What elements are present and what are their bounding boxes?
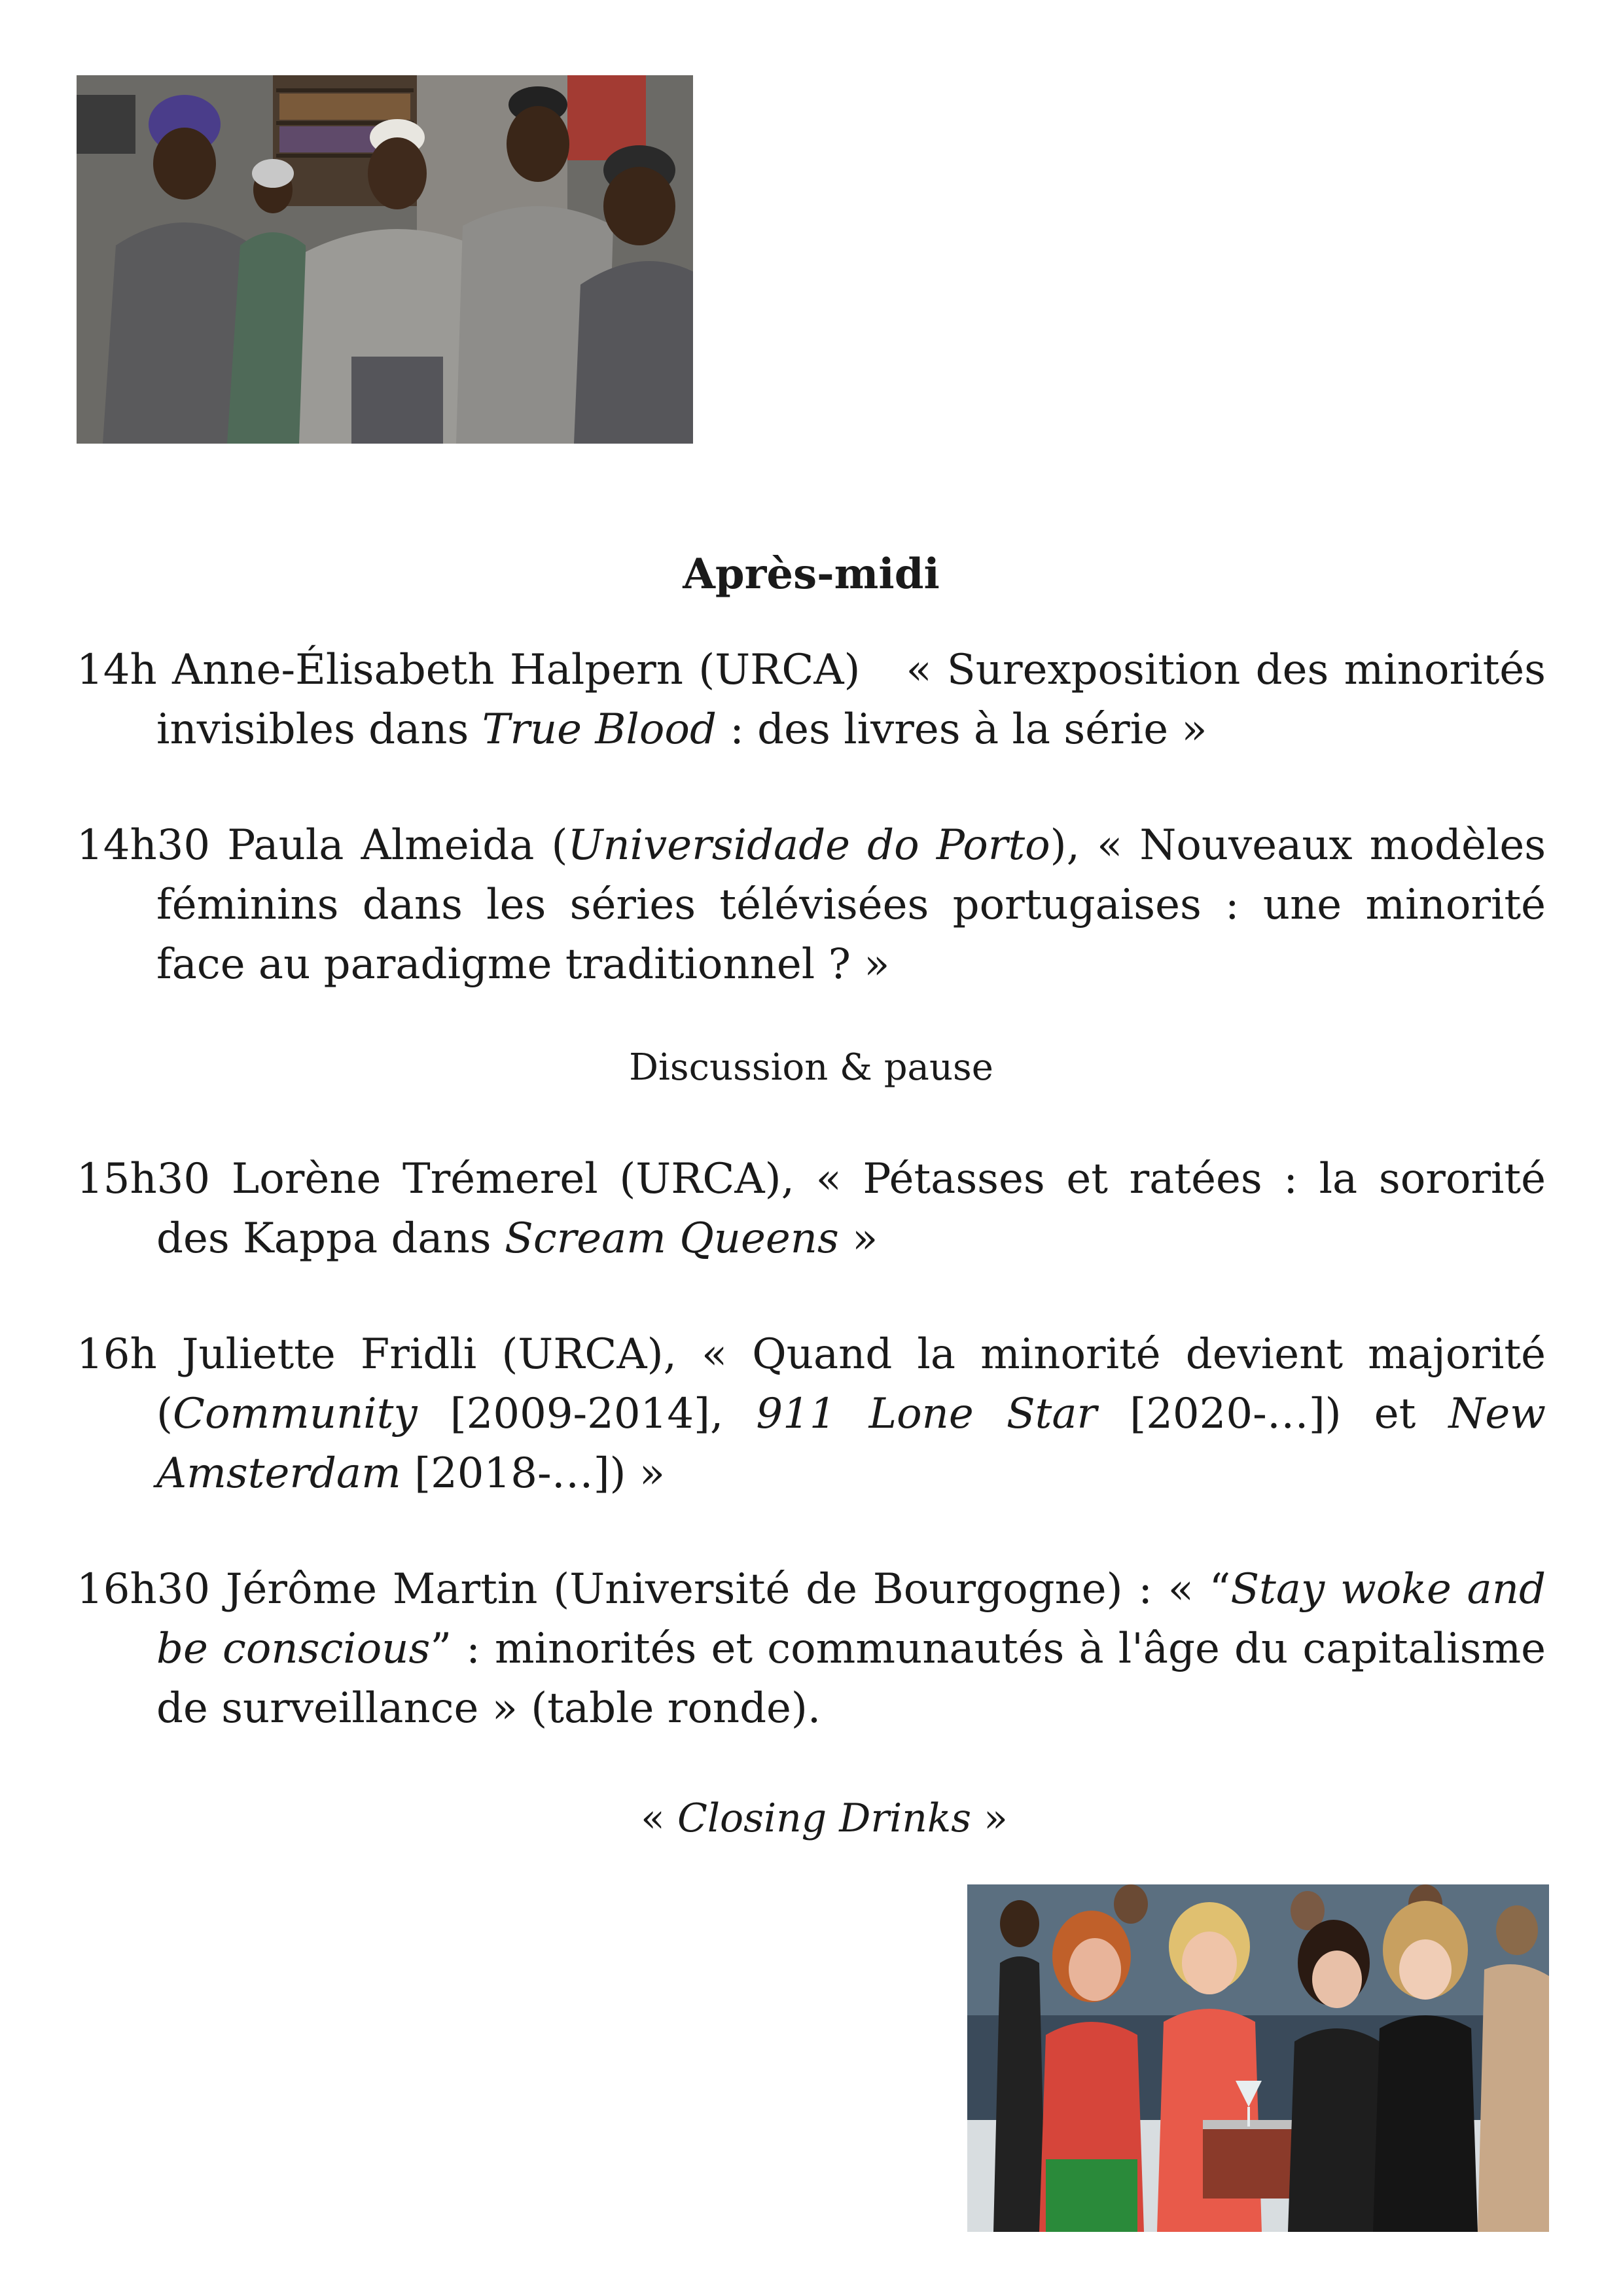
entry-text: « “ xyxy=(1168,1564,1231,1614)
entry-time: 16h30 xyxy=(77,1564,211,1614)
entry-speaker: Juliette Fridli (URCA), xyxy=(181,1330,677,1379)
entry-title-italic: New Amsterdam xyxy=(156,1389,1546,1498)
program-entry-3 xyxy=(77,1150,1546,1269)
entry-text: [2020-…]) et xyxy=(1097,1389,1449,1438)
entry-text: « Nouveaux modèles féminins dans les séries télévisées portugaises : une minorité face au paradigme traditionnel ? » xyxy=(156,821,1546,989)
photo-party-women xyxy=(967,1884,1549,2232)
program-entry-2: 14h30 Paula Almeida (Universidade do Porto), « Nouveaux modèles féminins dans les séries télévisées portugaises : une minorité face au paradigme traditionnel ? » xyxy=(77,821,1546,989)
entry-title-italic: Scream Queens xyxy=(504,1214,839,1263)
entry-time: 14h30 xyxy=(77,821,211,870)
entry-text: « Pétasses et ratées : la sororité des Kappa dans xyxy=(156,1154,1546,1263)
entry-affiliation: Universidade do Porto xyxy=(567,821,1050,870)
entry-title-italic: True Blood xyxy=(482,705,717,754)
entry-time: 14h xyxy=(77,645,157,694)
entry-text-end: » xyxy=(838,1214,878,1263)
program-entry-4 xyxy=(77,1325,1546,1504)
entry-text-end: : des livres à la série » xyxy=(716,705,1207,754)
entry-title-italic: Stay woke and be conscious xyxy=(156,1564,1546,1673)
entry-text-end: [2018-…]) » xyxy=(401,1449,665,1498)
closing-label: Closing Drinks xyxy=(677,1795,972,1841)
section-title: Après-midi xyxy=(683,550,940,599)
entry-speaker: Paula Almeida xyxy=(227,821,535,870)
entry-speaker: Anne-Élisabeth Halpern (URCA) xyxy=(171,645,861,694)
entry-title-italic: 911 Lone Star xyxy=(756,1389,1097,1438)
entry-speaker: Lorène Trémerel (URCA), xyxy=(231,1154,794,1203)
entry-text: [2009-2014], xyxy=(417,1389,757,1438)
entry-title-italic: Community xyxy=(172,1389,418,1438)
interlude-discussion: Discussion & pause xyxy=(629,1046,993,1089)
entry-text-end: ” : minorités et communautés à l'âge du capitalisme de surveillance » (table ronde). xyxy=(156,1624,1546,1733)
entry-time: 16h xyxy=(77,1330,157,1379)
entry-time: 15h30 xyxy=(77,1154,211,1203)
closing-open-quote: « xyxy=(641,1795,677,1841)
program-content xyxy=(77,550,1546,1842)
closing-close-quote: » xyxy=(971,1795,1008,1841)
photo-group-library xyxy=(77,75,693,444)
entry-text: « Quand la minorité devient majorité ( xyxy=(156,1330,1546,1438)
program-entry-5 xyxy=(77,1560,1546,1739)
program-entry-1 xyxy=(77,641,1546,760)
closing-drinks xyxy=(77,1795,1546,1842)
entry-speaker: Jérôme Martin (Université de Bourgogne) : xyxy=(225,1564,1152,1614)
entry-text: « Surexposition des minorités invisibles dans xyxy=(156,645,1546,754)
